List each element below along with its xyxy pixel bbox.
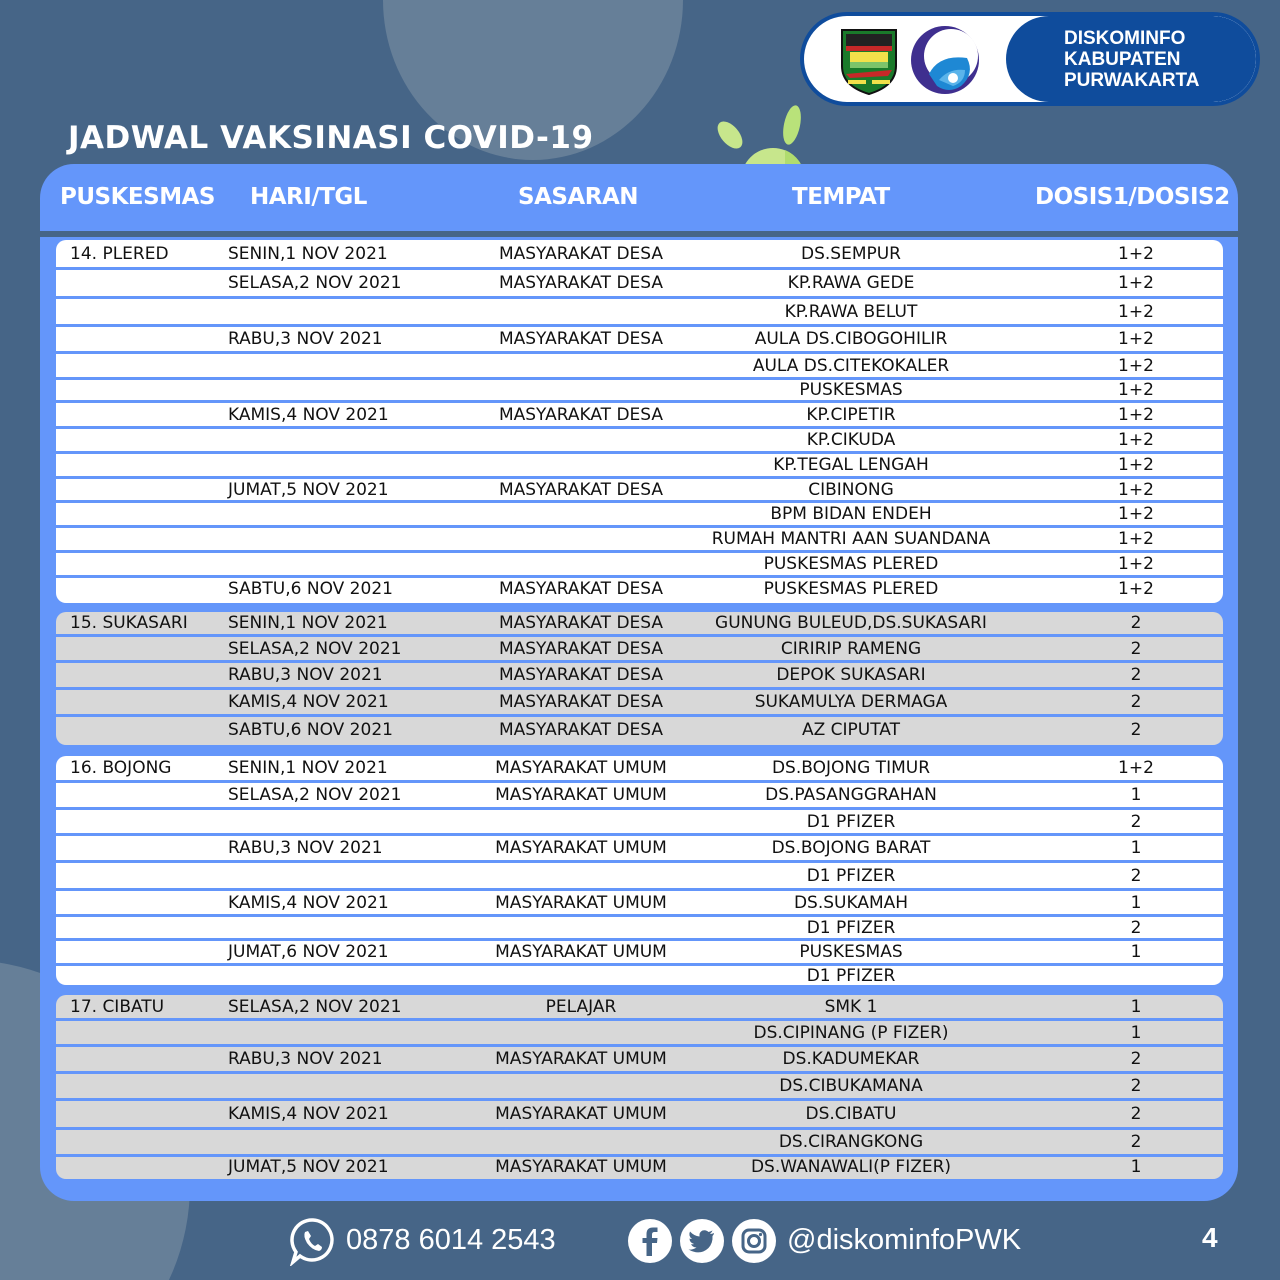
target-cell: MASYARAKAT UMUM: [495, 838, 667, 858]
place-cell: KP.TEGAL LENGAH: [773, 455, 929, 475]
target-cell: MASYARAKAT DESA: [498, 404, 664, 425]
date-cell: KAMIS,4 NOV 2021: [228, 892, 389, 913]
target-cell: MASYARAKAT DESA: [498, 479, 664, 500]
date-cell: SENIN,1 NOV 2021: [228, 243, 388, 264]
dose-cell: 1+2: [1118, 554, 1154, 574]
dose-cell: 1+2: [1118, 243, 1154, 264]
dose-cell: 2: [1130, 811, 1142, 832]
place-cell: D1 PFIZER: [806, 811, 896, 832]
dose-cell: 2: [1130, 665, 1142, 685]
target-cell: MASYARAKAT UMUM: [495, 785, 667, 805]
org-name-line3: PURWAKARTA: [1064, 70, 1200, 91]
date-cell: KAMIS,4 NOV 2021: [228, 1104, 389, 1124]
place-cell: GUNUNG BULEUD,DS.SUKASARI: [715, 613, 987, 633]
twitter-icon[interactable]: [679, 1218, 725, 1264]
date-cell: RABU,3 NOV 2021: [228, 665, 383, 685]
dose-cell: 1+2: [1118, 273, 1154, 293]
dose-cell: 2: [1130, 638, 1142, 659]
dose-cell: 1+2: [1118, 404, 1154, 425]
target-cell: MASYARAKAT DESA: [498, 638, 664, 659]
table-row: [56, 380, 1223, 403]
column-header-place: TEMPAT: [792, 184, 890, 210]
kominfo-logo-icon: [909, 24, 981, 96]
dose-cell: 2: [1130, 613, 1142, 633]
dose-cell: 1+2: [1118, 301, 1154, 322]
puskesmas-cell: 14. PLERED: [70, 243, 169, 264]
dose-cell: 1+2: [1118, 329, 1154, 349]
place-cell: KP.CIPETIR: [806, 404, 896, 425]
table-row: [56, 553, 1223, 578]
target-cell: MASYARAKAT UMUM: [495, 942, 667, 962]
place-cell: PUSKESMAS PLERED: [763, 579, 939, 599]
table-row: [56, 327, 1223, 354]
dose-cell: 1+2: [1118, 455, 1154, 475]
dose-cell: 1+2: [1118, 504, 1154, 524]
dose-cell: 1: [1130, 892, 1142, 913]
target-cell: PELAJAR: [545, 996, 617, 1017]
place-cell: PUSKESMAS PLERED: [763, 554, 939, 574]
table-row: [56, 690, 1223, 717]
target-cell: MASYARAKAT DESA: [498, 243, 664, 264]
table-row: [56, 995, 1223, 1021]
place-cell: DS.BOJONG BARAT: [771, 838, 931, 858]
dose-cell: 2: [1130, 1049, 1142, 1069]
table-row: [56, 966, 1223, 985]
target-cell: MASYARAKAT DESA: [498, 273, 664, 293]
target-cell: MASYARAKAT UMUM: [495, 1049, 667, 1069]
regency-emblem-icon: [840, 26, 898, 96]
place-cell: RUMAH MANTRI AAN SUANDANA: [711, 529, 991, 549]
table-row: [56, 863, 1223, 891]
table-row: [56, 429, 1223, 454]
dose-cell: 1+2: [1118, 579, 1154, 599]
dose-cell: 2: [1130, 1104, 1142, 1124]
place-cell: DS.CIBATU: [805, 1104, 897, 1124]
phone-number: 0878 6014 2543: [346, 1224, 556, 1256]
group-plered: [56, 240, 1223, 603]
table-row: [56, 756, 1223, 783]
target-cell: MASYARAKAT DESA: [498, 665, 664, 685]
table-row: [56, 717, 1223, 745]
target-cell: MASYARAKAT DESA: [498, 613, 664, 633]
place-cell: KP.RAWA BELUT: [784, 301, 918, 322]
place-cell: DS.WANAWALI(P FIZER): [750, 1157, 952, 1177]
puskesmas-cell: 17. CIBATU: [70, 996, 165, 1017]
dose-cell: 2: [1130, 865, 1142, 886]
date-cell: SABTU,6 NOV 2021: [228, 719, 393, 740]
dose-cell: 1+2: [1118, 430, 1154, 450]
page-number: 4: [1202, 1222, 1218, 1253]
place-cell: DS.BOJONG TIMUR: [771, 758, 931, 778]
dose-cell: 1+2: [1118, 758, 1154, 778]
header-divider: [40, 231, 1238, 237]
place-cell: DS.CIPINANG (P FIZER): [753, 1022, 949, 1043]
place-cell: KP.RAWA GEDE: [787, 273, 915, 293]
table-row: [56, 270, 1223, 299]
table-row: [56, 1130, 1223, 1157]
table-row: [56, 528, 1223, 553]
date-cell: SENIN,1 NOV 2021: [228, 613, 388, 633]
place-cell: AULA DS.CIBOGOHILIR: [754, 329, 948, 349]
date-cell: RABU,3 NOV 2021: [228, 329, 383, 349]
date-cell: RABU,3 NOV 2021: [228, 1049, 383, 1069]
table-row: [56, 1101, 1223, 1130]
place-cell: BPM BIDAN ENDEH: [770, 504, 932, 524]
dose-cell: 1+2: [1118, 479, 1154, 500]
target-cell: MASYARAKAT UMUM: [495, 892, 667, 913]
dose-cell: 1: [1130, 942, 1142, 962]
puskesmas-cell: 15. SUKASARI: [70, 613, 188, 633]
table-row: [56, 1021, 1223, 1047]
column-header-dose: DOSIS1/DOSIS2: [1035, 184, 1230, 210]
target-cell: MASYARAKAT DESA: [498, 579, 664, 599]
column-header-target: SASARAN: [518, 184, 638, 210]
footer: [0, 1210, 1280, 1270]
date-cell: SELASA,2 NOV 2021: [228, 273, 402, 293]
table-row: [56, 1074, 1223, 1101]
date-cell: JUMAT,6 NOV 2021: [228, 942, 389, 962]
date-cell: SELASA,2 NOV 2021: [228, 996, 402, 1017]
table-row: [56, 1047, 1223, 1074]
dose-cell: 1: [1130, 1157, 1142, 1177]
target-cell: MASYARAKAT DESA: [498, 692, 664, 712]
place-cell: PUSKESMAS: [799, 942, 903, 962]
place-cell: D1 PFIZER: [806, 917, 896, 938]
date-cell: JUMAT,5 NOV 2021: [228, 479, 389, 500]
place-cell: DS.KADUMEKAR: [782, 1049, 920, 1069]
target-cell: MASYARAKAT UMUM: [495, 1104, 667, 1124]
place-cell: AZ CIPUTAT: [801, 719, 900, 740]
dose-cell: 2: [1130, 1076, 1142, 1096]
social-handle[interactable]: @diskominfoPWK: [787, 1224, 1022, 1256]
place-cell: D1 PFIZER: [806, 966, 896, 985]
date-cell: SENIN,1 NOV 2021: [228, 758, 388, 778]
place-cell: DS.SUKAMAH: [793, 892, 909, 913]
table-row: [56, 1157, 1223, 1179]
dose-cell: 2: [1130, 692, 1142, 712]
place-cell: CIBINONG: [808, 479, 894, 500]
dose-cell: 2: [1130, 719, 1142, 740]
table-row: [56, 403, 1223, 429]
organization-name: [1064, 28, 1199, 91]
place-cell: KP.CIKUDA: [806, 430, 896, 450]
target-cell: MASYARAKAT UMUM: [495, 758, 667, 778]
target-cell: MASYARAKAT DESA: [498, 329, 664, 349]
place-cell: DS.CIBUKAMANA: [779, 1076, 923, 1096]
table-row: [56, 637, 1223, 663]
dose-cell: 1: [1130, 996, 1142, 1017]
instagram-icon[interactable]: [731, 1218, 777, 1264]
group-cibatu: [56, 995, 1223, 1179]
table-row: [56, 941, 1223, 966]
target-cell: MASYARAKAT UMUM: [495, 1157, 667, 1177]
date-cell: KAMIS,4 NOV 2021: [228, 404, 389, 425]
date-cell: RABU,3 NOV 2021: [228, 838, 383, 858]
place-cell: DS.PASANGGRAHAN: [765, 785, 937, 805]
page-title: JADWAL VAKSINASI COVID-19: [68, 120, 594, 156]
place-cell: CIRIRIP RAMENG: [780, 638, 922, 659]
table-row: [56, 578, 1223, 603]
place-cell: DEPOK SUKASARI: [776, 665, 926, 685]
group-bojong: [56, 756, 1223, 985]
dose-cell: 1: [1130, 838, 1142, 858]
place-cell: PUSKESMAS: [799, 380, 903, 400]
table-row: [56, 891, 1223, 917]
date-cell: JUMAT,5 NOV 2021: [228, 1157, 389, 1177]
org-name-line1: DISKOMINFO: [1064, 28, 1186, 49]
dose-cell: 1+2: [1118, 529, 1154, 549]
date-cell: KAMIS,4 NOV 2021: [228, 692, 389, 712]
table-row: [56, 454, 1223, 479]
organization-badge: [800, 12, 1260, 106]
column-header-date: HARI/TGL: [250, 184, 367, 210]
date-cell: SELASA,2 NOV 2021: [228, 638, 402, 659]
table-row: [56, 612, 1223, 637]
date-cell: SELASA,2 NOV 2021: [228, 785, 402, 805]
table-row: [56, 810, 1223, 836]
table-row: [56, 503, 1223, 528]
date-cell: SABTU,6 NOV 2021: [228, 579, 393, 599]
dose-cell: 1+2: [1118, 355, 1154, 376]
table-row: [56, 836, 1223, 863]
whatsapp-icon: [288, 1216, 338, 1266]
schedule-table: [40, 164, 1238, 1201]
place-cell: AULA DS.CITEKOKALER: [752, 355, 950, 376]
target-cell: MASYARAKAT DESA: [498, 719, 664, 740]
dose-cell: 1+2: [1118, 380, 1154, 400]
facebook-icon[interactable]: [627, 1218, 673, 1264]
dose-cell: 1: [1130, 1022, 1142, 1043]
puskesmas-cell: 16. BOJONG: [70, 758, 172, 778]
table-row: [56, 663, 1223, 690]
table-row: [56, 783, 1223, 810]
place-cell: DS.SEMPUR: [801, 243, 901, 264]
group-sukasari: [56, 612, 1223, 745]
place-cell: SMK 1: [824, 996, 878, 1017]
column-header-puskesmas: PUSKESMAS: [60, 184, 215, 210]
table-row: [56, 240, 1223, 270]
table-header: [40, 164, 1238, 231]
table-row: [56, 299, 1223, 327]
org-name-line2: KABUPATEN: [1064, 49, 1181, 70]
place-cell: SUKAMULYA DERMAGA: [754, 692, 948, 712]
table-row: [56, 917, 1223, 941]
dose-cell: 1: [1130, 785, 1142, 805]
place-cell: D1 PFIZER: [806, 865, 896, 886]
place-cell: DS.CIRANGKONG: [778, 1132, 924, 1152]
table-row: [56, 479, 1223, 503]
dose-cell: 2: [1130, 917, 1142, 938]
dose-cell: 2: [1130, 1132, 1142, 1152]
table-row: [56, 354, 1223, 380]
